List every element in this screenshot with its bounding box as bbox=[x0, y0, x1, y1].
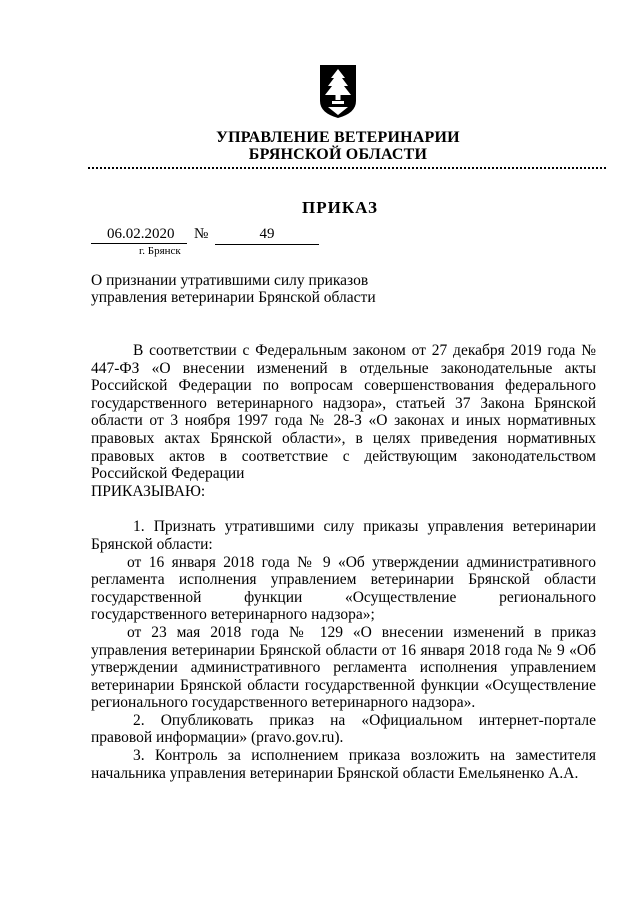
number-sign: № bbox=[194, 226, 209, 242]
item-1: 1. Признать утратившими силу приказы управления ветеринарии Брянской области: bbox=[91, 518, 596, 553]
coat-of-arms-tree-icon bbox=[318, 63, 358, 119]
subject-line1: О признании утратившими силу приказов bbox=[91, 272, 369, 289]
item-2: 2. Опубликовать приказ на «Официальном интернет-портале правовой информации» (pravo.gov.ru). bbox=[91, 711, 596, 747]
item-1b: от 23 мая 2018 года № 129 «О внесении изменений в приказ управления ветеринарии Брянской области от 16 января 2018 года № 9 «Об утверждении административного регламента исполнения управлением ветеринарии Брянской области государственной функции «Осуществление регионального государственного ветеринарного надзора». bbox=[91, 623, 596, 712]
document-city: г. Брянск bbox=[139, 245, 181, 257]
document-title: ПРИКАЗ bbox=[302, 198, 378, 217]
organization-name-line1: УПРАВЛЕНИЕ ВЕТЕРИНАРИИ bbox=[216, 129, 460, 146]
subject-line2: управления ветеринарии Брянской области bbox=[91, 289, 376, 306]
order-word: ПРИКАЗЫВАЮ: bbox=[91, 482, 206, 500]
paragraph-gap bbox=[91, 500, 596, 518]
document-date: 06.02.2020 bbox=[91, 226, 187, 244]
item-3: 3. Контроль за исполнением приказа возложить на заместителя начальника управления ветеринарии Брянской области Емельяненко А.А. bbox=[91, 747, 596, 782]
document-body bbox=[91, 342, 596, 782]
organization-name-line2: БРЯНСКОЙ ОБЛАСТИ bbox=[248, 146, 428, 163]
document-subject bbox=[91, 272, 376, 306]
item-1a: от 16 января 2018 года № 9 «Об утверждении административного регламента исполнения управлением ветеринарии Брянской области государственной функции «Осуществление регионального государственного ветеринарного надзора»; bbox=[91, 553, 596, 624]
document-number: 49 bbox=[215, 226, 319, 245]
preamble-paragraph: В соответствии с Федеральным законом от 27 декабря 2019 года № 447-ФЗ «О внесении изменений в отдельные законодательные акты Российской Федерации по вопросам совершенствования федерального государственного ветеринарного надзора», статьей 37 Закона Брянской области от 3 ноября 1997 года № 28-З «О законах и иных нормативных правовых актах Брянской области», в целях приведения нормативных правовых актов в соответствие с действующим законодательством Российской Федерации bbox=[91, 342, 596, 483]
header-divider bbox=[88, 167, 606, 169]
